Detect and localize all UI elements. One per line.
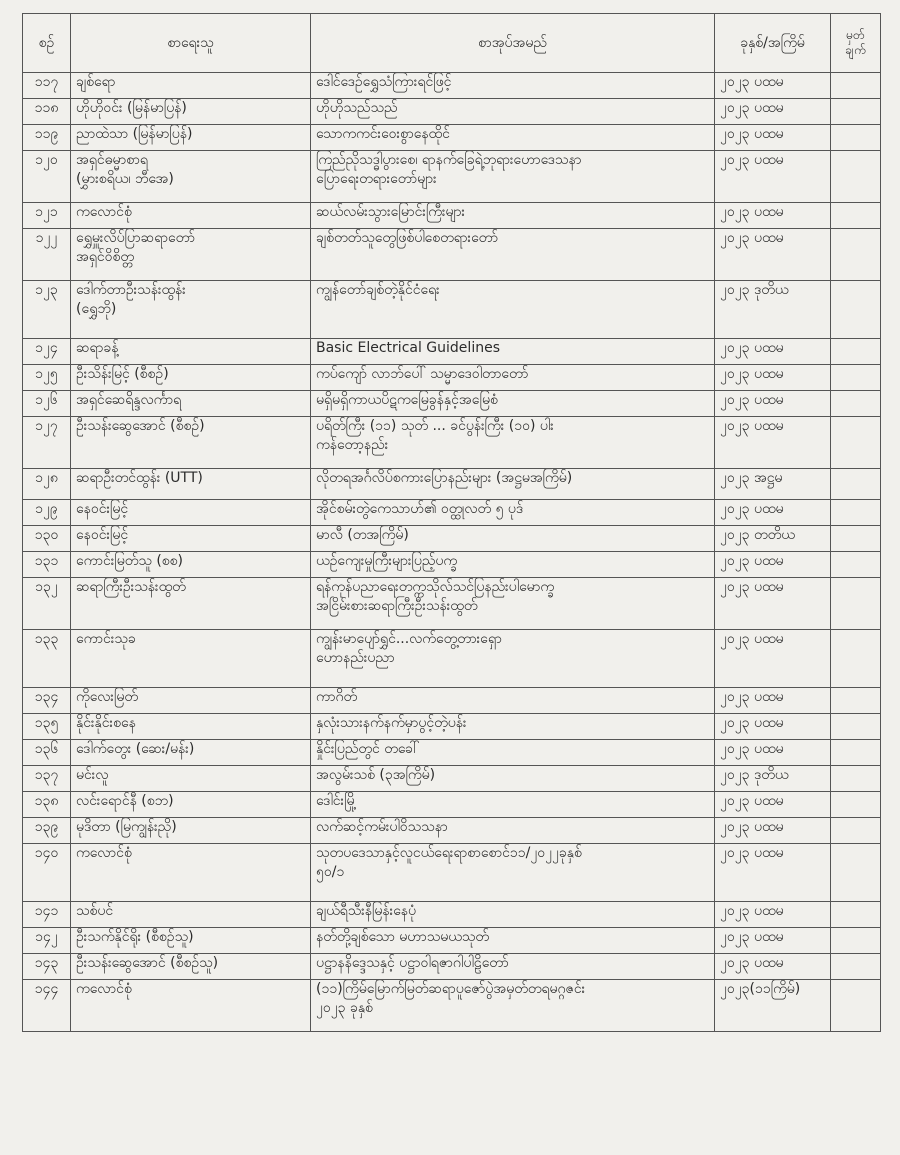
author-line: ကလောင်စုံ <box>76 981 132 997</box>
cell-remark <box>831 125 881 151</box>
table-row <box>23 552 881 578</box>
table-row <box>23 766 881 792</box>
cell-title <box>311 229 715 281</box>
author-line: ရွှေမှူးလိပ်ပြာဆရာတော် <box>76 230 195 246</box>
cell-title <box>311 151 715 203</box>
header-remark-line: မှတ် <box>846 28 865 42</box>
cell-no: ၁၃၆ <box>23 740 71 766</box>
table-row <box>23 954 881 980</box>
title-line: ကာဂိတ် <box>316 689 358 705</box>
cell-edition: ၂၀၂၃ ပထမ <box>715 151 831 203</box>
cell-title <box>311 792 715 818</box>
title-line: ဟောနည်းပညာ <box>316 650 395 666</box>
title-line: ကျွန်းမာပျော်ရွှင်...လက်တွေ့တားရှော <box>316 631 502 647</box>
cell-author <box>71 151 311 203</box>
cell-author <box>71 99 311 125</box>
cell-title <box>311 281 715 339</box>
cell-edition: ၂၀၂၃ ပထမ <box>715 391 831 417</box>
cell-no: ၁၁၉ <box>23 125 71 151</box>
cell-title <box>311 740 715 766</box>
table-row <box>23 417 881 469</box>
cell-edition: ၂၀၂၃ ပထမ <box>715 99 831 125</box>
cell-remark <box>831 792 881 818</box>
cell-remark <box>831 954 881 980</box>
cell-edition: ၂၀၂၃ ဒုတိယ <box>715 281 831 339</box>
title-line: ၂၀၂၃ ခုနှစ် <box>316 1000 373 1016</box>
cell-remark <box>831 552 881 578</box>
table-row <box>23 630 881 688</box>
cell-title <box>311 928 715 954</box>
cell-remark <box>831 151 881 203</box>
header-remark <box>831 14 881 73</box>
cell-no: ၁၄၃ <box>23 954 71 980</box>
title-line: သောကကင်းဝေးစွာနေထိုင် <box>316 126 450 142</box>
title-line: ကျွန်တော်ချစ်တဲ့နိုင်ငံရေး <box>316 282 440 298</box>
cell-author <box>71 281 311 339</box>
cell-author <box>71 578 311 630</box>
title-line: အလွမ်းသစ် (၃အကြိမ်) <box>316 767 436 783</box>
cell-title <box>311 365 715 391</box>
cell-edition: ၂၀၂၃ ပထမ <box>715 203 831 229</box>
cell-title <box>311 99 715 125</box>
cell-remark <box>831 578 881 630</box>
cell-title <box>311 954 715 980</box>
table-row <box>23 844 881 902</box>
title-line: ပြောရေးတရားတော်များ <box>316 171 437 187</box>
cell-remark <box>831 73 881 99</box>
cell-author <box>71 980 311 1032</box>
cell-no: ၁၄၂ <box>23 928 71 954</box>
author-line: ကလောင်စုံ <box>76 204 132 220</box>
cell-title <box>311 818 715 844</box>
title-line: မာလီ (တအကြိမ်) <box>316 527 409 543</box>
cell-remark <box>831 980 881 1032</box>
cell-remark <box>831 417 881 469</box>
table-row <box>23 714 881 740</box>
cell-author <box>71 792 311 818</box>
author-line: အရှင်ဓမ္မာစာရ <box>76 152 148 168</box>
title-line: ကန်တော့နည်း <box>316 437 389 453</box>
cell-title <box>311 125 715 151</box>
cell-no: ၁၂၉ <box>23 500 71 526</box>
cell-author <box>71 339 311 365</box>
title-line: ကပ်ကျော် လာဘ်ပေါ် သမ္မာဒေဝါတာတော် <box>316 366 529 382</box>
cell-edition: ၂၀၂၃ ပထမ <box>715 740 831 766</box>
author-line: ကလောင်စုံ <box>76 845 132 861</box>
cell-title <box>311 417 715 469</box>
cell-author <box>71 526 311 552</box>
header-author: စာရေးသူ <box>71 14 311 73</box>
cell-author <box>71 844 311 902</box>
table-row <box>23 818 881 844</box>
author-line: ကိုလေးမြတ် <box>76 689 138 705</box>
cell-title <box>311 339 715 365</box>
cell-edition: ၂၀၂၃ ပထမ <box>715 125 831 151</box>
title-line: မရှိမရှိကာယပိဋကမြေခွန်နှင့်အမြေစံ <box>316 392 498 408</box>
cell-remark <box>831 203 881 229</box>
author-line: ဆရာကြီးဦးသန်းထွတ် <box>76 579 186 595</box>
cell-remark <box>831 365 881 391</box>
author-line: အရှင်ဆေရိန္ဒလင်္ကာရ <box>76 392 182 408</box>
header-edition: ခုနှစ်/အကြိမ် <box>715 14 831 73</box>
cell-author <box>71 740 311 766</box>
cell-no: ၁၁၈ <box>23 99 71 125</box>
cell-author <box>71 552 311 578</box>
cell-title <box>311 552 715 578</box>
cell-edition: ၂၀၂၃ ပထမ <box>715 928 831 954</box>
table-row <box>23 469 881 500</box>
title-line: ဟိုဟိုသည်သည် <box>316 100 398 116</box>
cell-edition: ၂၀၂၃ အဋ္ဌမ <box>715 469 831 500</box>
title-line: သုတပဒေသာနှင့်လူငယ်ရေးရာစာစောင်၁၁/၂၀၂၂ခုနှစ် <box>316 845 582 861</box>
title-line: ယဉ်ကျေးမှုကြီးများပြည့်ပက္ခ <box>316 553 458 569</box>
cell-no: ၁၃၄ <box>23 688 71 714</box>
author-line: ကောင်းသုခ <box>76 631 136 647</box>
cell-remark <box>831 714 881 740</box>
table-row <box>23 203 881 229</box>
cell-edition: ၂၀၂၃ ပထမ <box>715 339 831 365</box>
author-line: ဟိုဟိုဝင်း (မြန်မာပြန်) <box>76 100 187 116</box>
author-line: လင်းရောင်နီ (စဘ) <box>76 793 174 809</box>
cell-no: ၁၄၀ <box>23 844 71 902</box>
table-row <box>23 73 881 99</box>
cell-edition: ၂၀၂၃ ပထမ <box>715 365 831 391</box>
author-line: ဦးသက်နိုင်ရိုး (စီစဉ်သူ) <box>76 929 194 945</box>
cell-title <box>311 203 715 229</box>
cell-edition: ၂၀၂၃ ပထမ <box>715 844 831 902</box>
title-line: ကြည်ညိုသဒ္ဓါပွားစေ၊ ရာနက်ခြေရဲ့ဘုရားဟောဒေသနာ <box>316 152 582 168</box>
cell-title <box>311 980 715 1032</box>
cell-remark <box>831 688 881 714</box>
cell-edition: ၂၀၂၃ ပထမ <box>715 500 831 526</box>
author-line: နေဝင်းမြင့် <box>76 501 129 517</box>
cell-edition: ၂၀၂၃ ပထမ <box>715 954 831 980</box>
cell-no: ၁၃၀ <box>23 526 71 552</box>
title-line: ဒေါင်းမြို့ <box>316 793 357 809</box>
cell-no: ၁၄၄ <box>23 980 71 1032</box>
cell-author <box>71 125 311 151</box>
cell-author <box>71 469 311 500</box>
cell-remark <box>831 99 881 125</box>
table-row <box>23 281 881 339</box>
cell-no: ၁၁၇ <box>23 73 71 99</box>
title-line: ၅၀/၁ <box>316 864 345 880</box>
cell-edition: ၂၀၂၃(၁၁ကြိမ်) <box>715 980 831 1032</box>
cell-title <box>311 630 715 688</box>
title-line: အိုင်စမ်းတွဲကေသာဟ်၏ ဝတ္ထုလတ် ၅ ပုဒ် <box>316 501 524 517</box>
table-body <box>23 73 881 1032</box>
cell-no: ၁၃၅ <box>23 714 71 740</box>
cell-edition: ၂၀၂၃ ပထမ <box>715 552 831 578</box>
cell-remark <box>831 229 881 281</box>
cell-remark <box>831 339 881 365</box>
cell-edition: ၂၀၂၃ ပထမ <box>715 417 831 469</box>
table-row <box>23 688 881 714</box>
table-row <box>23 151 881 203</box>
cell-no: ၁၂၇ <box>23 417 71 469</box>
title-line: Basic Electrical Guidelines <box>316 340 500 356</box>
cell-remark <box>831 281 881 339</box>
cell-author <box>71 928 311 954</box>
book-list-table <box>22 13 881 1032</box>
cell-edition: ၂၀၂၃ တတိယ <box>715 526 831 552</box>
author-line: ကောင်းမြတ်သူ (စစ) <box>76 553 184 569</box>
author-line: ဆရာဦးတင်ထွန်း (UTT) <box>76 470 203 486</box>
cell-remark <box>831 740 881 766</box>
header-no: စဉ် <box>23 14 71 73</box>
cell-title <box>311 766 715 792</box>
title-line: (၁၁)ကြိမ်မြောက်မြတ်ဆရာပူဇော်ပွဲအမှတ်တရမဂ္ဂဇင်း <box>316 981 586 997</box>
cell-remark <box>831 526 881 552</box>
cell-no: ၁၃၂ <box>23 578 71 630</box>
cell-remark <box>831 766 881 792</box>
author-line: အရှင်ဝိစိတ္တ <box>76 249 135 265</box>
title-line: နှလုံးသားနက်နက်မှာပွင့်တဲ့ပန်း <box>316 715 467 731</box>
cell-author <box>71 630 311 688</box>
title-line: ဒေါင်ဒေဉ်ရွှေသံကြားရင်ဖြင့် <box>316 74 452 90</box>
cell-author <box>71 203 311 229</box>
table-row <box>23 229 881 281</box>
cell-remark <box>831 500 881 526</box>
cell-author <box>71 954 311 980</box>
cell-title <box>311 526 715 552</box>
cell-no: ၁၃၉ <box>23 818 71 844</box>
cell-no: ၁၃၃ <box>23 630 71 688</box>
author-line: သစ်ပင် <box>76 903 114 919</box>
cell-title <box>311 688 715 714</box>
cell-title <box>311 73 715 99</box>
cell-edition: ၂၀၂၃ ဒုတိယ <box>715 766 831 792</box>
cell-remark <box>831 391 881 417</box>
title-line: ချစ်တတ်သူတွေဖြစ်ပါစေတရားတော် <box>316 230 499 246</box>
cell-edition: ၂၀၂၃ ပထမ <box>715 688 831 714</box>
table-row <box>23 365 881 391</box>
cell-edition: ၂၀၂၃ ပထမ <box>715 792 831 818</box>
title-line: နတ်တို့ချစ်သော မဟာသမယသုတ် <box>316 929 490 945</box>
title-line: ပရိတ်ကြီး (၁၁) သုတ် ... ခင်ပွန်းကြီး (၁၀) ပါး <box>316 418 554 434</box>
cell-remark <box>831 630 881 688</box>
table-row <box>23 526 881 552</box>
author-line: မင်းလူ <box>76 767 109 783</box>
author-line: မုဒိတာ (မြကျွန်းညို) <box>76 819 177 835</box>
cell-title <box>311 500 715 526</box>
cell-no: ၁၂၅ <box>23 365 71 391</box>
cell-title <box>311 844 715 902</box>
cell-no: ၁၂၀ <box>23 151 71 203</box>
cell-remark <box>831 469 881 500</box>
cell-remark <box>831 902 881 928</box>
table-row <box>23 980 881 1032</box>
table-row <box>23 928 881 954</box>
header-row <box>23 14 881 73</box>
author-line: ဦးသိန်းမြင့် (စီစဉ်) <box>76 366 169 382</box>
cell-no: ၁၂၂ <box>23 229 71 281</box>
cell-title <box>311 578 715 630</box>
table-row <box>23 792 881 818</box>
cell-author <box>71 391 311 417</box>
table-row <box>23 578 881 630</box>
cell-no: ၁၃၇ <box>23 766 71 792</box>
cell-title <box>311 902 715 928</box>
cell-author <box>71 500 311 526</box>
cell-no: ၁၄၁ <box>23 902 71 928</box>
header-remark-line: ချက် <box>845 43 866 57</box>
table-row <box>23 740 881 766</box>
cell-author <box>71 365 311 391</box>
table-row <box>23 99 881 125</box>
title-line: ဆယ်လမ်းသွားမြောင်းကြီးများ <box>316 204 466 220</box>
table-row <box>23 339 881 365</box>
cell-title <box>311 469 715 500</box>
cell-author <box>71 766 311 792</box>
cell-author <box>71 714 311 740</box>
cell-edition: ၂၀၂၃ ပထမ <box>715 902 831 928</box>
cell-no: ၁၂၃ <box>23 281 71 339</box>
cell-edition: ၂၀၂၃ ပထမ <box>715 714 831 740</box>
cell-no: ၁၃၈ <box>23 792 71 818</box>
cell-author <box>71 688 311 714</box>
author-line: ချစ်ရော <box>76 74 116 90</box>
header-title: စာအုပ်အမည် <box>311 14 715 73</box>
cell-no: ၁၂၈ <box>23 469 71 500</box>
author-line: ဒေါက်တာဦးသန်းထွန်း <box>76 282 186 298</box>
title-line: နှိုင်းပြည်တွင် တခေါ် <box>316 741 420 757</box>
author-line: နိုင်းနိုင်းစနေ <box>76 715 136 731</box>
cell-title <box>311 714 715 740</box>
cell-no: ၁၃၁ <box>23 552 71 578</box>
cell-edition: ၂၀၂၃ ပထမ <box>715 73 831 99</box>
cell-author <box>71 417 311 469</box>
title-line: ရန်ကုန်ပညာရေးတက္ကသိုလ်သင်ပြနည်းပါမောက္ခ <box>316 579 555 595</box>
cell-edition: ၂၀၂၃ ပထမ <box>715 630 831 688</box>
cell-remark <box>831 818 881 844</box>
cell-no: ၁၂၄ <box>23 339 71 365</box>
cell-author <box>71 229 311 281</box>
cell-remark <box>831 928 881 954</box>
title-line: လက်ဆင့်ကမ်းပါဝိသသနာ <box>316 819 448 835</box>
author-line: ညာထဲသာ (မြန်မာပြန်) <box>76 126 193 142</box>
cell-edition: ၂၀၂၃ ပထမ <box>715 818 831 844</box>
title-line: အငြိမ်းစားဆရာကြီးဦးသန်းထွတ် <box>316 598 478 614</box>
cell-author <box>71 73 311 99</box>
author-line: (ရွှေဘို) <box>76 301 117 317</box>
cell-remark <box>831 844 881 902</box>
author-line: နေဝင်းမြင့် <box>76 527 129 543</box>
table-row <box>23 391 881 417</box>
table-row <box>23 125 881 151</box>
author-line: ဒေါက်တွေး (ဆေး/မန်း) <box>76 741 195 757</box>
cell-author <box>71 818 311 844</box>
cell-no: ၁၂၁ <box>23 203 71 229</box>
author-line: ဦးသန်းဆွေအောင် (စီစဉ်သူ) <box>76 955 219 971</box>
title-line: လိုတရအင်္ဂလိပ်စကားပြောနည်းများ (အဋ္ဌမအကြိမ်) <box>316 470 573 486</box>
cell-edition: ၂၀၂၃ ပထမ <box>715 229 831 281</box>
author-line: (မွှားစရိယ၊ ဘီအေ) <box>76 171 174 187</box>
title-line: ချယ်ရီသီးနီမြန်းနေပုံ <box>316 903 417 919</box>
table-row <box>23 902 881 928</box>
author-line: ဆရာခန့် <box>76 340 119 356</box>
author-line: ဦးသန်းဆွေအောင် (စီစဉ်) <box>76 418 205 434</box>
title-line: ပဋ္ဌာနနိဒ္ဒေသနှင့် ပဋ္ဌာဝါရဇာဂါပါဠိတော် <box>316 955 509 971</box>
table-row <box>23 500 881 526</box>
cell-title <box>311 391 715 417</box>
cell-edition: ၂၀၂၃ ပထမ <box>715 578 831 630</box>
cell-no: ၁၂၆ <box>23 391 71 417</box>
cell-author <box>71 902 311 928</box>
